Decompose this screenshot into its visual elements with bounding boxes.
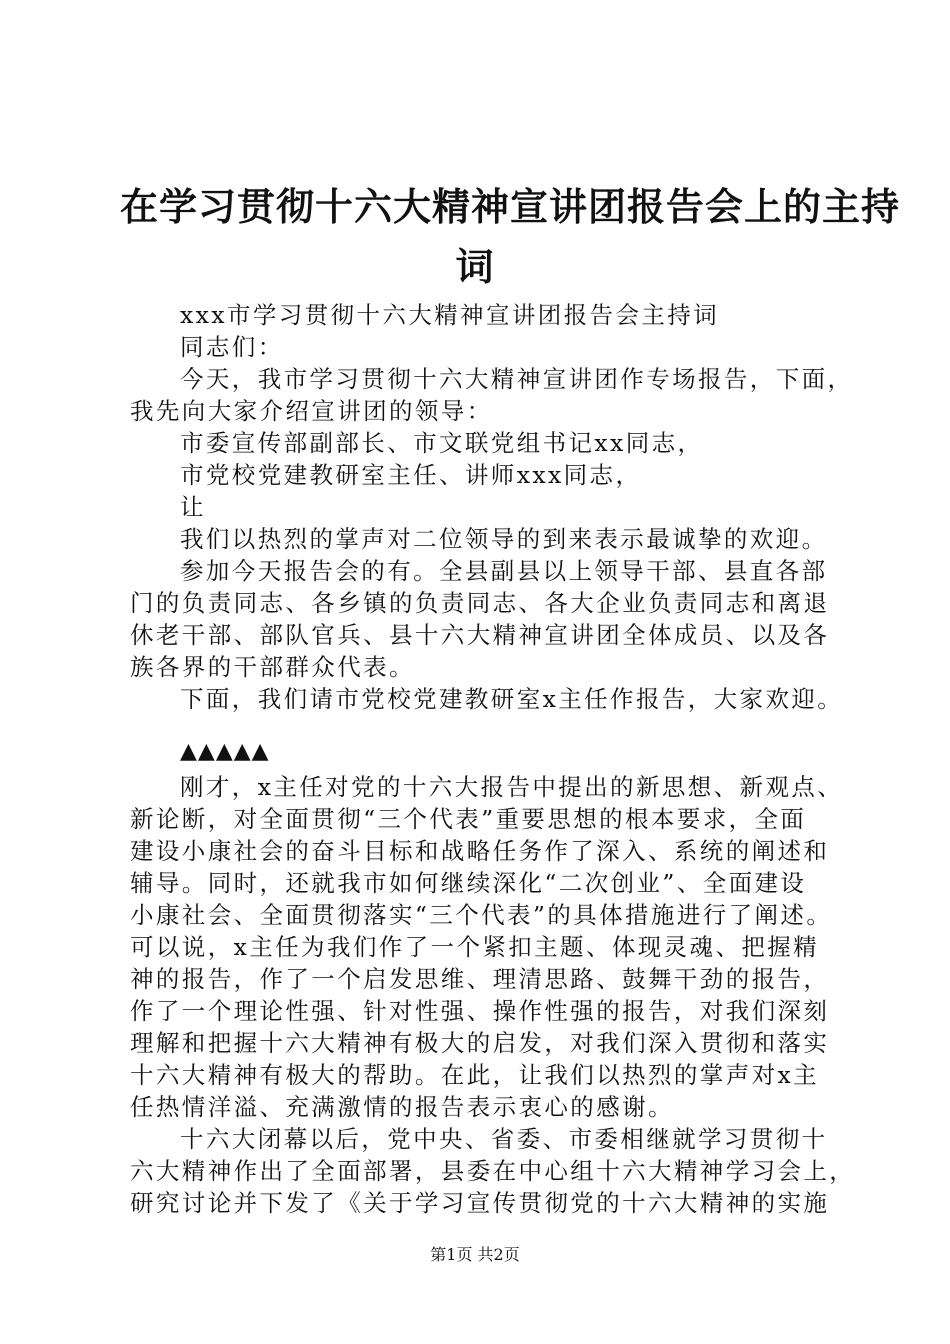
- paragraph-line: 神的报告，作了一个启发思维、理清思路、鼓舞干劲的报告，: [130, 965, 830, 993]
- paragraph-line: 任热情洋溢、充满激情的报告表示衷心的感谢。: [130, 1093, 674, 1121]
- paragraph-line: 理解和把握十六大精神有极大的启发，对我们深入贯彻和落实: [130, 1029, 830, 1057]
- document-body: [130, 299, 856, 1219]
- salutation-line: 同志们：: [180, 333, 284, 361]
- paragraph-line: 市委宣传部副部长、市文联党组书记xx同志，: [180, 429, 704, 457]
- paragraph-line: 我们以热烈的掌声对二位领导的到来表示最诚挚的欢迎。: [180, 525, 828, 553]
- paragraph-line: 市党校党建教研室主任、讲师xxx同志，: [180, 461, 642, 489]
- paragraph-line: 可以说，x主任为我们作了一个紧扣主题、体现灵魂、把握精: [130, 933, 820, 961]
- paragraph-line: 辅导。同时，还就我市如何继续深化“二次创业”、全面建设: [130, 869, 807, 897]
- paragraph-line: 作了一个理论性强、针对性强、操作性强的报告，对我们深刻: [130, 997, 830, 1025]
- section-separator-triangles: ▲▲▲▲▲: [180, 739, 270, 764]
- paragraph-line: 下面，我们请市党校党建教研室x主任作报告，大家欢迎。: [180, 685, 844, 713]
- page-number-footer: 第1页 共2页: [430, 1245, 520, 1264]
- paragraph-line: 十六大闭幕以后，党中央、省委、市委相继就学习贯彻十: [180, 1125, 828, 1153]
- document-title-line-2: 词: [455, 244, 495, 289]
- paragraph-line: 刚才，x主任对党的十六大报告中提出的新思想、新观点、: [180, 773, 844, 801]
- paragraph-line: 建设小康社会的奋斗目标和战略任务作了深入、系统的阐述和: [130, 837, 830, 865]
- paragraph-line: 研究讨论并下发了《关于学习宣传贯彻党的十六大精神的实施: [130, 1189, 830, 1217]
- paragraph-line: 我先向大家介绍宣讲团的领导：: [130, 397, 493, 425]
- paragraph-line: 门的负责同志、各乡镇的负责同志、各大企业负责同志和离退: [130, 589, 830, 617]
- paragraph-line: 族各界的干部群众代表。: [130, 653, 415, 681]
- paragraph-line: 十六大精神有极大的帮助。在此，让我们以热烈的掌声对x主: [130, 1061, 820, 1089]
- paragraph-line: 让: [180, 493, 206, 521]
- paragraph-line: 休老干部、部队官兵、县十六大精神宣讲团全体成员、以及各: [130, 621, 830, 649]
- paragraph-line: 小康社会、全面贯彻落实“三个代表”的具体措施进行了阐述。: [130, 901, 833, 929]
- subtitle-line: xxx市学习贯彻十六大精神宣讲团报告会主持词: [180, 301, 720, 329]
- paragraph-line: 今天，我市学习贯彻十六大精神宣讲团作专场报告，下面，: [180, 365, 854, 393]
- paragraph-line: 新论断，对全面贯彻“三个代表”重要思想的根本要求，全面: [130, 805, 807, 833]
- paragraph-line: 参加今天报告会的有。全县副县以上领导干部、县直各部: [180, 557, 828, 585]
- paragraph-line: 六大精神作出了全面部署，县委在中心组十六大精神学习会上，: [130, 1157, 856, 1185]
- document-title-line-1: 在学习贯彻十六大精神宣讲团报告会上的主持: [120, 184, 901, 229]
